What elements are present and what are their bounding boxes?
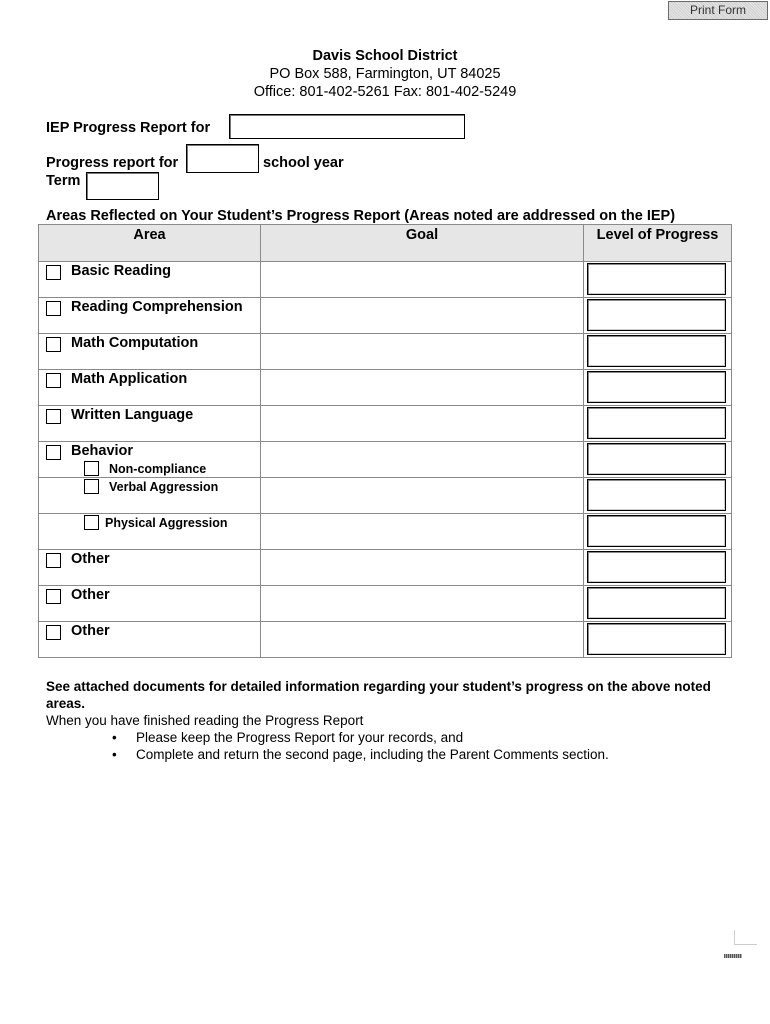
- district-name: Davis School District: [312, 48, 458, 64]
- checkbox-written-language[interactable]: [46, 409, 61, 424]
- term-label: Term: [46, 173, 81, 189]
- table-row: [39, 478, 732, 514]
- progress-table: [38, 224, 732, 658]
- level-cell: [584, 622, 732, 658]
- area-label: Math Computation: [71, 335, 199, 351]
- areas-heading: Areas Reflected on Your Student’s Progress Report (Areas noted are addressed on the IEP): [46, 208, 676, 224]
- area-cell: [39, 298, 261, 334]
- level-cell: [584, 334, 732, 370]
- notes-list: [46, 729, 736, 763]
- list-item: • Please keep the Progress Report for your records, and: [136, 729, 736, 746]
- table-row: [39, 514, 732, 550]
- table-row: [39, 334, 732, 370]
- column-header-area: Area: [39, 225, 261, 262]
- area-cell: [39, 478, 261, 514]
- area-label: Behavior: [71, 443, 134, 459]
- column-header-goal: Goal: [261, 225, 584, 262]
- area-label: Math Application: [71, 371, 188, 387]
- table-row: [39, 586, 732, 622]
- table-row: [39, 550, 732, 586]
- checkbox-physical-aggression[interactable]: [84, 515, 99, 530]
- area-cell: [39, 550, 261, 586]
- goal-cell[interactable]: [261, 622, 584, 658]
- goal-cell[interactable]: [261, 298, 584, 334]
- checkbox-non-compliance[interactable]: [84, 461, 99, 476]
- sub-area-label: Non-compliance: [109, 462, 207, 476]
- area-cell: [39, 334, 261, 370]
- term-field[interactable]: [86, 172, 159, 200]
- checkbox-math-computation[interactable]: [46, 337, 61, 352]
- area-cell: [39, 442, 261, 478]
- checkbox-math-application[interactable]: [46, 373, 61, 388]
- notes-section: [46, 678, 736, 763]
- goal-cell[interactable]: [261, 370, 584, 406]
- area-cell: [39, 370, 261, 406]
- level-of-progress-field[interactable]: [587, 371, 726, 403]
- goal-cell[interactable]: [261, 442, 584, 478]
- table-row: [39, 298, 732, 334]
- checkbox-behavior[interactable]: [46, 445, 61, 460]
- level-of-progress-field[interactable]: [587, 623, 726, 655]
- level-of-progress-field[interactable]: [587, 587, 726, 619]
- school-year-label: school year: [263, 155, 344, 171]
- checkbox-other-2[interactable]: [46, 589, 61, 604]
- table-row: [39, 262, 732, 298]
- level-of-progress-field[interactable]: [587, 515, 726, 547]
- notes-intro: When you have finished reading the Progress Report: [46, 713, 364, 728]
- area-label: Other: [71, 587, 110, 603]
- table-row: [39, 622, 732, 658]
- column-header-level: Level of Progress: [584, 225, 732, 262]
- level-cell: [584, 478, 732, 514]
- area-label: Reading Comprehension: [71, 299, 243, 315]
- table-row: [39, 442, 732, 478]
- level-cell: [584, 262, 732, 298]
- sub-area-label: Physical Aggression: [105, 516, 228, 530]
- print-form-button[interactable]: Print Form: [668, 1, 768, 20]
- level-of-progress-field[interactable]: [587, 479, 726, 511]
- checkbox-reading-comprehension[interactable]: [46, 301, 61, 316]
- level-of-progress-field[interactable]: [587, 407, 726, 439]
- district-address: PO Box 588, Farmington, UT 84025: [269, 66, 501, 82]
- level-of-progress-field[interactable]: [587, 299, 726, 331]
- level-of-progress-field[interactable]: [587, 443, 726, 475]
- area-label: Written Language: [71, 407, 194, 423]
- level-of-progress-field[interactable]: [587, 335, 726, 367]
- level-cell: [584, 442, 732, 478]
- goal-cell[interactable]: [261, 586, 584, 622]
- goal-cell[interactable]: [261, 550, 584, 586]
- progress-report-for-label: Progress report for: [46, 155, 179, 171]
- area-cell: [39, 622, 261, 658]
- sub-area-label: Verbal Aggression: [109, 480, 219, 494]
- level-cell: [584, 298, 732, 334]
- report-for-label: IEP Progress Report for: [46, 120, 211, 136]
- level-cell: [584, 370, 732, 406]
- table-row: [39, 370, 732, 406]
- table-row: [39, 406, 732, 442]
- goal-cell[interactable]: [261, 262, 584, 298]
- goal-cell[interactable]: [261, 478, 584, 514]
- header: [0, 47, 770, 101]
- list-item: • Complete and return the second page, including the Parent Comments section.: [136, 746, 736, 763]
- area-label: Other: [71, 551, 110, 567]
- page-corner-mark: [734, 930, 757, 945]
- student-name-field[interactable]: [229, 114, 465, 139]
- level-cell: [584, 514, 732, 550]
- level-cell: [584, 550, 732, 586]
- area-label: Basic Reading: [71, 263, 171, 279]
- checkbox-verbal-aggression[interactable]: [84, 479, 99, 494]
- area-cell: [39, 262, 261, 298]
- table-header-row: [39, 225, 732, 262]
- school-year-field[interactable]: [186, 144, 259, 173]
- area-label: Other: [71, 623, 110, 639]
- goal-cell[interactable]: [261, 514, 584, 550]
- checkbox-basic-reading[interactable]: [46, 265, 61, 280]
- area-cell: [39, 406, 261, 442]
- level-of-progress-field[interactable]: [587, 551, 726, 583]
- district-contact: Office: 801-402-5261 Fax: 801-402-5249: [253, 84, 517, 100]
- notes-bold-text: See attached documents for detailed information regarding your student’s progress on the above noted areas.: [46, 679, 711, 711]
- area-cell: [39, 586, 261, 622]
- level-cell: [584, 406, 732, 442]
- checkbox-other-3[interactable]: [46, 625, 61, 640]
- checkbox-other-1[interactable]: [46, 553, 61, 568]
- area-cell: [39, 514, 261, 550]
- goal-cell[interactable]: [261, 334, 584, 370]
- level-cell: [584, 586, 732, 622]
- page-corner-bar: [724, 954, 742, 958]
- level-of-progress-field[interactable]: [587, 263, 726, 295]
- goal-cell[interactable]: [261, 406, 584, 442]
